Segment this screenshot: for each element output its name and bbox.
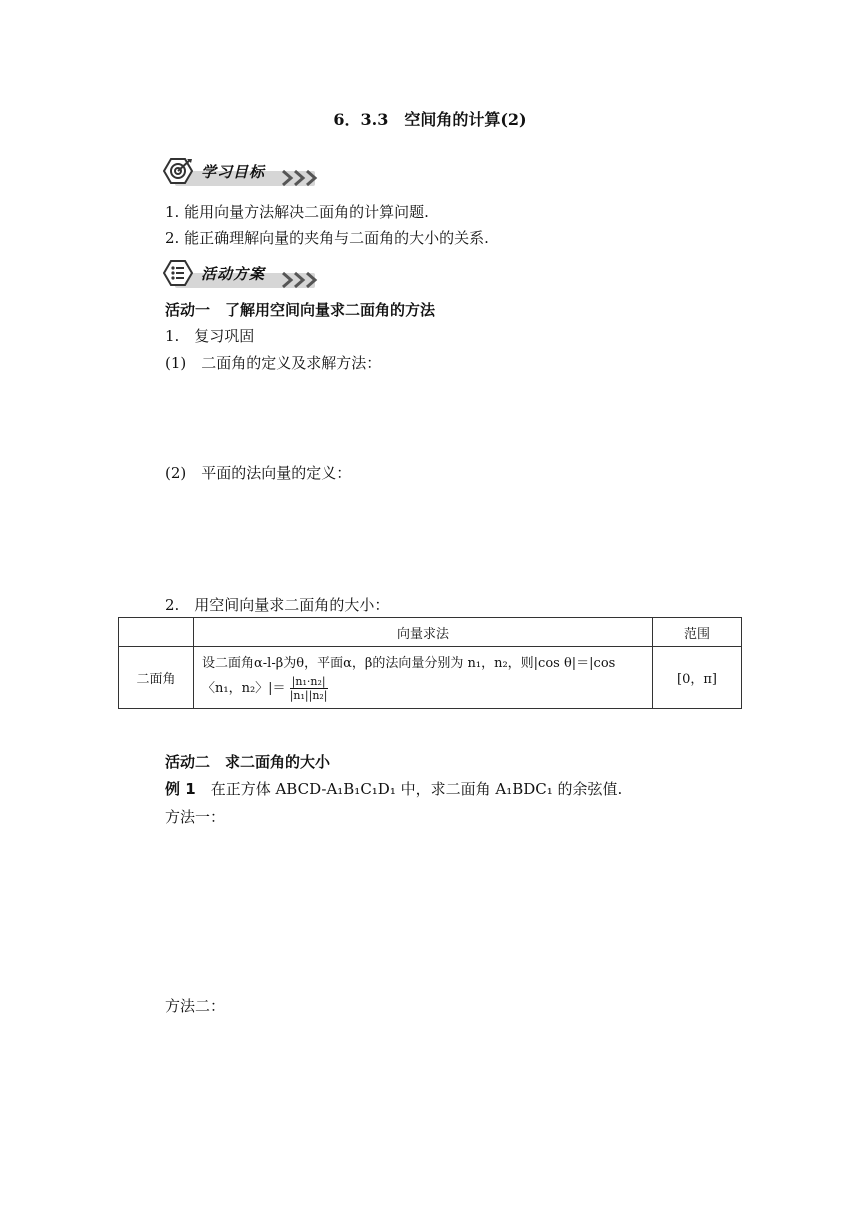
activity2-heading: 活动二 求二面角的大小	[165, 753, 331, 771]
sub-question: (2) 平面的法向量的定义：	[165, 464, 352, 482]
formula-cell	[194, 647, 653, 709]
example-text: 在正方体 ABCD-A₁B₁C₁D₁ 中，求二面角 A₁BDC₁ 的余弦值.	[210, 780, 623, 798]
method-one-label: 方法一：	[165, 808, 226, 826]
goal-item: 2. 能正确理解向量的夹角与二面角的大小的关系.	[165, 229, 489, 247]
chevron-right-icon	[305, 169, 319, 187]
table-row	[119, 647, 742, 709]
plan-banner	[163, 260, 323, 290]
chevron-right-icon	[305, 271, 319, 289]
list-icon	[163, 260, 193, 286]
sub-question: (1) 二面角的定义及求解方法：	[165, 354, 382, 372]
example-label: 例 1	[165, 780, 196, 798]
table-header-range: 范围	[653, 618, 742, 647]
row-range: [0，π]	[653, 647, 742, 709]
goals-banner	[163, 158, 323, 188]
goal-item: 1. 能用向量方法解决二面角的计算问题.	[165, 203, 429, 221]
goals-banner-label: 学习目标	[201, 163, 266, 181]
formula-line2	[202, 675, 644, 702]
fraction-numerator: |n₁·n₂|	[291, 675, 326, 688]
formula-prefix: 〈n₁，n₂〉|＝	[202, 681, 286, 696]
table-header-cell	[119, 618, 194, 647]
table-header-row	[119, 618, 742, 647]
target-icon	[163, 158, 193, 184]
dihedral-table	[118, 617, 742, 709]
method-two-label: 方法二：	[165, 997, 226, 1015]
formula-line1: 设二面角α-l-β为θ，平面α，β的法向量分别为 n₁，n₂，则|cos θ|＝|cos	[202, 656, 616, 671]
plan-banner-label: 活动方案	[201, 265, 266, 283]
row-label: 二面角	[119, 647, 194, 709]
fraction	[290, 675, 328, 702]
review-item: 1. 复习巩固	[165, 327, 255, 345]
activity1-heading: 活动一 了解用空间向量求二面角的方法	[165, 301, 436, 319]
page-title: 6．3.3 空间角的计算(2)	[333, 110, 527, 129]
method-item: 2. 用空间向量求二面角的大小：	[165, 596, 390, 614]
fraction-denominator: |n₁||n₂|	[289, 689, 328, 702]
example-line	[165, 778, 622, 799]
table-header-method: 向量求法	[194, 618, 653, 647]
